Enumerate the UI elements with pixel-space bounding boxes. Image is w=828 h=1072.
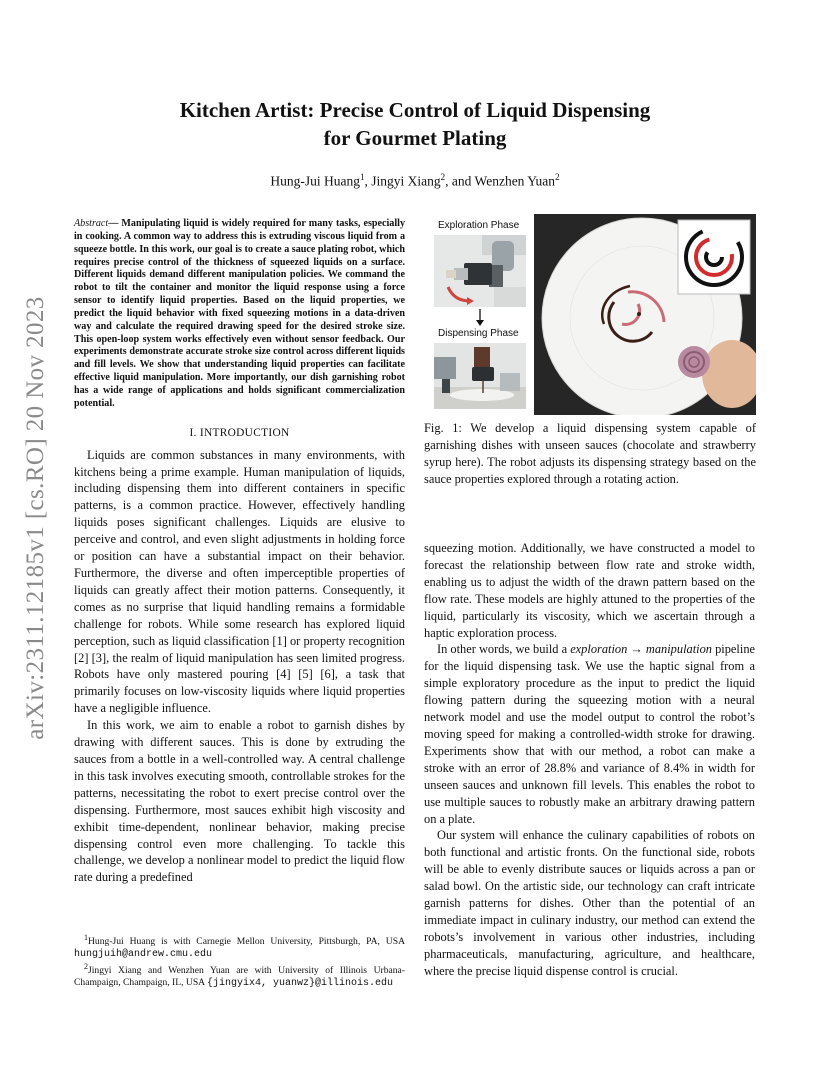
footnote-1-marker: 1 (84, 933, 88, 942)
plate-photo (534, 214, 756, 415)
footnote-2-text: Jingyi Xiang and Wenzhen Yuan are with University of Illinois Urbana-Champaign, Champaign, IL, USA (74, 965, 405, 989)
section-heading-introduction: I. INTRODUCTION (189, 426, 290, 439)
intro-paragraph-4 (424, 641, 755, 827)
arxiv-stamp (16, 276, 56, 760)
paper-title (120, 96, 710, 152)
figure-1 (424, 212, 756, 415)
label-exploration-phase: Exploration Phase (438, 220, 520, 231)
figure-1-caption: Fig. 1: We develop a liquid dispensing system capable of garnishing dishes with unseen sauces (chocolate and strawberry syrup here). The robot adjusts its dispensing strategy based on the sauce properties explored through a rotating action. (424, 421, 756, 486)
exploration-robot-illustration (434, 235, 526, 307)
intro-paragraph-1: Liquids are common substances in many environments, with kitchens being a prime example. Human manipulation of liquids, including dispensing them into different containers in specific patterns, is a common practice. However, effectively handling liquids poses significant challenges. Liquids are elusive to perceive and control, and even slight adjustments in holding force or position can have a substantial impact on their behavior. Furthermore, the diverse and often imperceptible properties of liquids can greatly affect their motion patterns. Consequently, it comes as no surprise that liquid handling remains a formidable challenge for robots. While some research has explored liquid perception, such as liquid classification [1] or property recognition [2] [3], the realm of liquid manipulation has seen limited progress. Robots have only mastered pouring [4] [5] [6], a task that primarily focuses on low-viscosity liquids where liquid properties have a negligible influence. (74, 447, 405, 716)
intro-paragraph-5: Our system will enhance the culinary capabilities of robots on both functional and artistic fronts. On the functional side, robots will be able to evenly distribute sauces or liquids across a pan or salad bowl. On the artistic side, our technology can craft intricate garnish patterns for dishes. Other than the potential of an immediate impact in culinary industry, our method can extend the robots’s involvement in various other industries, including pharmaceuticals, manufacturing, agriculture, and healthcare, where the precise liquid dispense control is crucial. (424, 828, 755, 978)
author-2-affil: 2 (440, 172, 446, 182)
abstract-label: Abstract (74, 218, 109, 229)
author-1: Hung-Jui Huang (270, 173, 361, 189)
author-list (120, 172, 710, 190)
arrow-down-icon (475, 309, 485, 327)
intro-paragraph-4-end: pipeline for the liquid dispensing task. We use the haptic signal from a simple exploratory procedure as the input to predict the liquid flowing pattern during the squeezing motion with a neural network model and use the model output to control the robot’s moving speed for making a controlled-width stroke for drawing. Experiments show that with our method, a robot can make a stroke with an error of 28.8% and variance of 8.4% in width for unseen sauces and unknown fill levels. This enables the robot to use multiple sauces to robustly make an arbitrary drawing pattern on a plate. (424, 642, 756, 826)
author-3-affil: 2 (555, 172, 560, 182)
footnote-2-marker: 2 (84, 962, 88, 971)
footnote-1 (74, 932, 405, 961)
intro-paragraph-2: In this work, we aim to enable a robot to garnish dishes by drawing with different sauces. This is done by extruding the sauces from a bottle in a well-controlled way. A central challenge in this task involves executing smooth, controllable strokes for the patterns, necessitating the robot to exert precise control over the dispensing. Furthermore, most sauces exhibit high viscosity and exhibit time-dependent, nonlinear behavior, making precise dispensing control even more challenging. To tackle this challenge, we develop a nonlinear model to predict the liquid flow rate during a predefined (74, 718, 405, 885)
title-line-1: Kitchen Artist: Precise Control of Liquid Dispensing (179, 98, 651, 122)
footnotes (74, 932, 405, 990)
left-column (74, 218, 405, 886)
author-3: , and Wenzhen Yuan (445, 173, 556, 189)
intro-paragraph-4-start: In other words, we build a (437, 642, 571, 657)
abstract (74, 218, 405, 411)
garnished-plate-illustration (534, 214, 756, 415)
arxiv-id: arXiv:2311.12185v1 [cs.RO] 20 Nov 2023 (22, 296, 49, 740)
title-line-2: for Gourmet Plating (323, 126, 507, 150)
label-dispensing-phase: Dispensing Phase (438, 328, 519, 339)
author-2: , Jingyi Xiang (364, 173, 441, 189)
abstract-text: — Manipulating liquid is widely required for many tasks, especially in cooking. A common way to address this is extruding viscous liquid from a squeeze bottle. In this work, our goal is to create a sauce plating robot, which requires precise control of the thickness of squeezed liquids on a surface. Different liquids demand different manipulation policies. We command the robot to tilt the container and monitor the liquid response using a force sensor to identify liquid properties. Based on the liquid properties, we predict the liquid behavior with fixed squeezing motions in a data-driven way and calculate the required drawing speed for the desired stroke size. This open-loop system works effectively even without sensor feedback. Our experiments demonstrate accurate stroke size control across different liquids and fill levels. We show that understanding liquid properties can facilitate effective liquid manipulation. More importantly, our dish garnishing robot has a wide range of applications and holds significant commercialization potential. (74, 218, 405, 409)
exploration-photo (434, 235, 526, 307)
dispensing-robot-illustration (434, 343, 526, 409)
dispensing-photo (434, 343, 526, 409)
right-column (424, 540, 755, 980)
footnote-1-email: hungjuih@andrew.cmu.edu (74, 949, 213, 961)
footnote-1-text: Hung-Jui Huang is with Carnegie Mellon University, Pittsburgh, PA, USA (88, 936, 405, 948)
footnote-2 (74, 961, 405, 990)
intro-paragraph-3: squeezing motion. Additionally, we have constructed a model to forecast the relationship between flow rate and stroke width, enabling us to adjust the width of the drawn pattern based on the flow rate. These models are highly attuned to the properties of the liquid, particularly its viscosity, which we ascertain through a haptic exploration process. (424, 541, 755, 640)
footnote-2-email: {jingyix4, yuanwz}@illinois.edu (206, 978, 393, 990)
pipeline-term: exploration → manipulation (570, 642, 712, 657)
author-1-affil: 1 (360, 172, 365, 182)
